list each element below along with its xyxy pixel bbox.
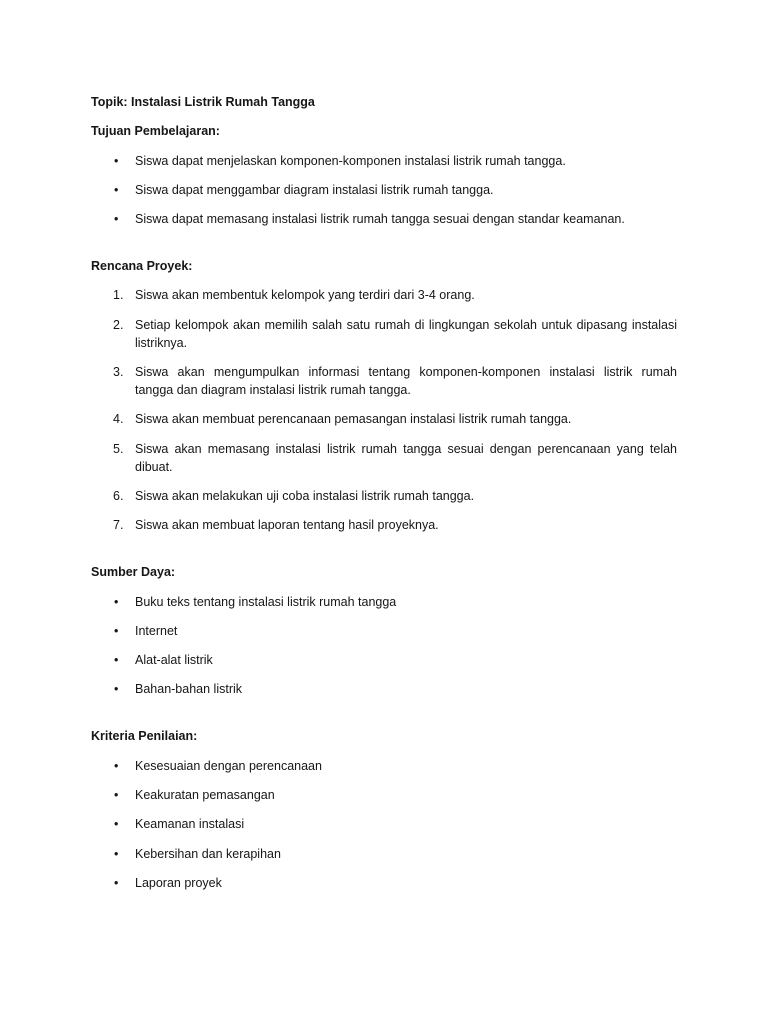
section-heading-resources: Sumber Daya: bbox=[91, 565, 176, 580]
bullet-icon: • bbox=[114, 788, 119, 803]
step-number: 4. bbox=[113, 412, 124, 427]
project-step bbox=[91, 516, 677, 534]
text-line: dibuat. bbox=[135, 459, 173, 474]
list-item bbox=[91, 181, 677, 199]
step-text: Siswa akan membentuk kelompok yang terdiri dari 3-4 orang. bbox=[135, 288, 475, 303]
project-step bbox=[91, 316, 677, 352]
list-item-text: Buku teks tentang instalasi listrik rumah tangga bbox=[135, 594, 397, 609]
list-item bbox=[91, 152, 677, 170]
section-heading-project-plan: Rencana Proyek: bbox=[91, 259, 193, 274]
step-number: 7. bbox=[113, 518, 124, 533]
bullet-icon: • bbox=[114, 182, 119, 197]
step-number: 3. bbox=[113, 365, 124, 380]
list-item-text: Kebersihan dan kerapihan bbox=[135, 846, 281, 861]
bullet-icon: • bbox=[114, 594, 119, 609]
bullet-icon: • bbox=[114, 653, 119, 668]
list-item bbox=[91, 815, 677, 833]
section-heading-learning-objectives: Tujuan Pembelajaran: bbox=[91, 124, 220, 139]
bullet-icon: • bbox=[114, 817, 119, 832]
project-step bbox=[91, 440, 677, 476]
learning-objectives-list bbox=[91, 152, 677, 229]
list-item bbox=[91, 651, 677, 669]
list-item bbox=[91, 593, 677, 611]
step-text: Siswa akan melakukan uji coba instalasi listrik rumah tangga. bbox=[135, 488, 475, 503]
list-item-text: Siswa dapat memasang instalasi listrik rumah tangga sesuai dengan standar keamanan. bbox=[135, 212, 625, 227]
project-step bbox=[91, 286, 677, 304]
bullet-icon: • bbox=[114, 623, 119, 638]
list-item bbox=[91, 757, 677, 775]
section-heading-assessment-criteria: Kriteria Penilaian: bbox=[91, 729, 198, 744]
list-item-text: Bahan-bahan listrik bbox=[135, 682, 243, 697]
text-line: Siswa akan memasang instalasi listrik rumah tangga sesuai dengan perencanaan yang telah bbox=[135, 441, 677, 456]
list-item bbox=[91, 622, 677, 640]
bullet-icon: • bbox=[114, 212, 119, 227]
list-item bbox=[91, 680, 677, 698]
step-text bbox=[135, 316, 677, 352]
project-step bbox=[91, 487, 677, 505]
assessment-criteria-list bbox=[91, 757, 677, 892]
bullet-icon: • bbox=[114, 153, 119, 168]
project-plan-list bbox=[91, 286, 677, 534]
step-text: Siswa akan membuat laporan tentang hasil proyeknya. bbox=[135, 518, 439, 533]
step-text: Siswa akan membuat perencanaan pemasangan instalasi listrik rumah tangga. bbox=[135, 412, 572, 427]
step-number: 2. bbox=[113, 317, 124, 332]
text-line: Setiap kelompok akan memilih salah satu rumah di lingkungan sekolah untuk dipasang instalasi bbox=[135, 317, 677, 332]
step-number: 5. bbox=[113, 441, 124, 456]
bullet-icon: • bbox=[114, 875, 119, 890]
list-item bbox=[91, 874, 677, 892]
list-item-text: Keamanan instalasi bbox=[135, 817, 245, 832]
step-text bbox=[135, 440, 677, 476]
text-line: listriknya. bbox=[135, 335, 188, 350]
project-step bbox=[91, 410, 677, 428]
bullet-icon: • bbox=[114, 758, 119, 773]
list-item-text: Keakuratan pemasangan bbox=[135, 788, 275, 803]
list-item bbox=[91, 845, 677, 863]
list-item-text: Laporan proyek bbox=[135, 875, 222, 890]
bullet-icon: • bbox=[114, 846, 119, 861]
step-text bbox=[135, 363, 677, 399]
list-item-text: Internet bbox=[135, 623, 178, 638]
bullet-icon: • bbox=[114, 682, 119, 697]
step-number: 1. bbox=[113, 288, 124, 303]
project-step bbox=[91, 363, 677, 399]
resources-list bbox=[91, 593, 677, 699]
list-item bbox=[91, 786, 677, 804]
text-line: tangga dan diagram instalasi listrik rumah tangga. bbox=[135, 383, 411, 398]
document-page bbox=[91, 93, 677, 903]
list-item-text: Siswa dapat menjelaskan komponen-komponen instalasi listrik rumah tangga. bbox=[135, 153, 566, 168]
topic-title: Topik: Instalasi Listrik Rumah Tangga bbox=[91, 95, 315, 109]
list-item bbox=[91, 210, 677, 228]
list-item-text: Siswa dapat menggambar diagram instalasi listrik rumah tangga. bbox=[135, 182, 494, 197]
text-line: Siswa akan mengumpulkan informasi tentang komponen-komponen instalasi listrik rumah bbox=[135, 365, 677, 380]
list-item-text: Alat-alat listrik bbox=[135, 653, 213, 668]
list-item-text: Kesesuaian dengan perencanaan bbox=[135, 758, 322, 773]
step-number: 6. bbox=[113, 488, 124, 503]
